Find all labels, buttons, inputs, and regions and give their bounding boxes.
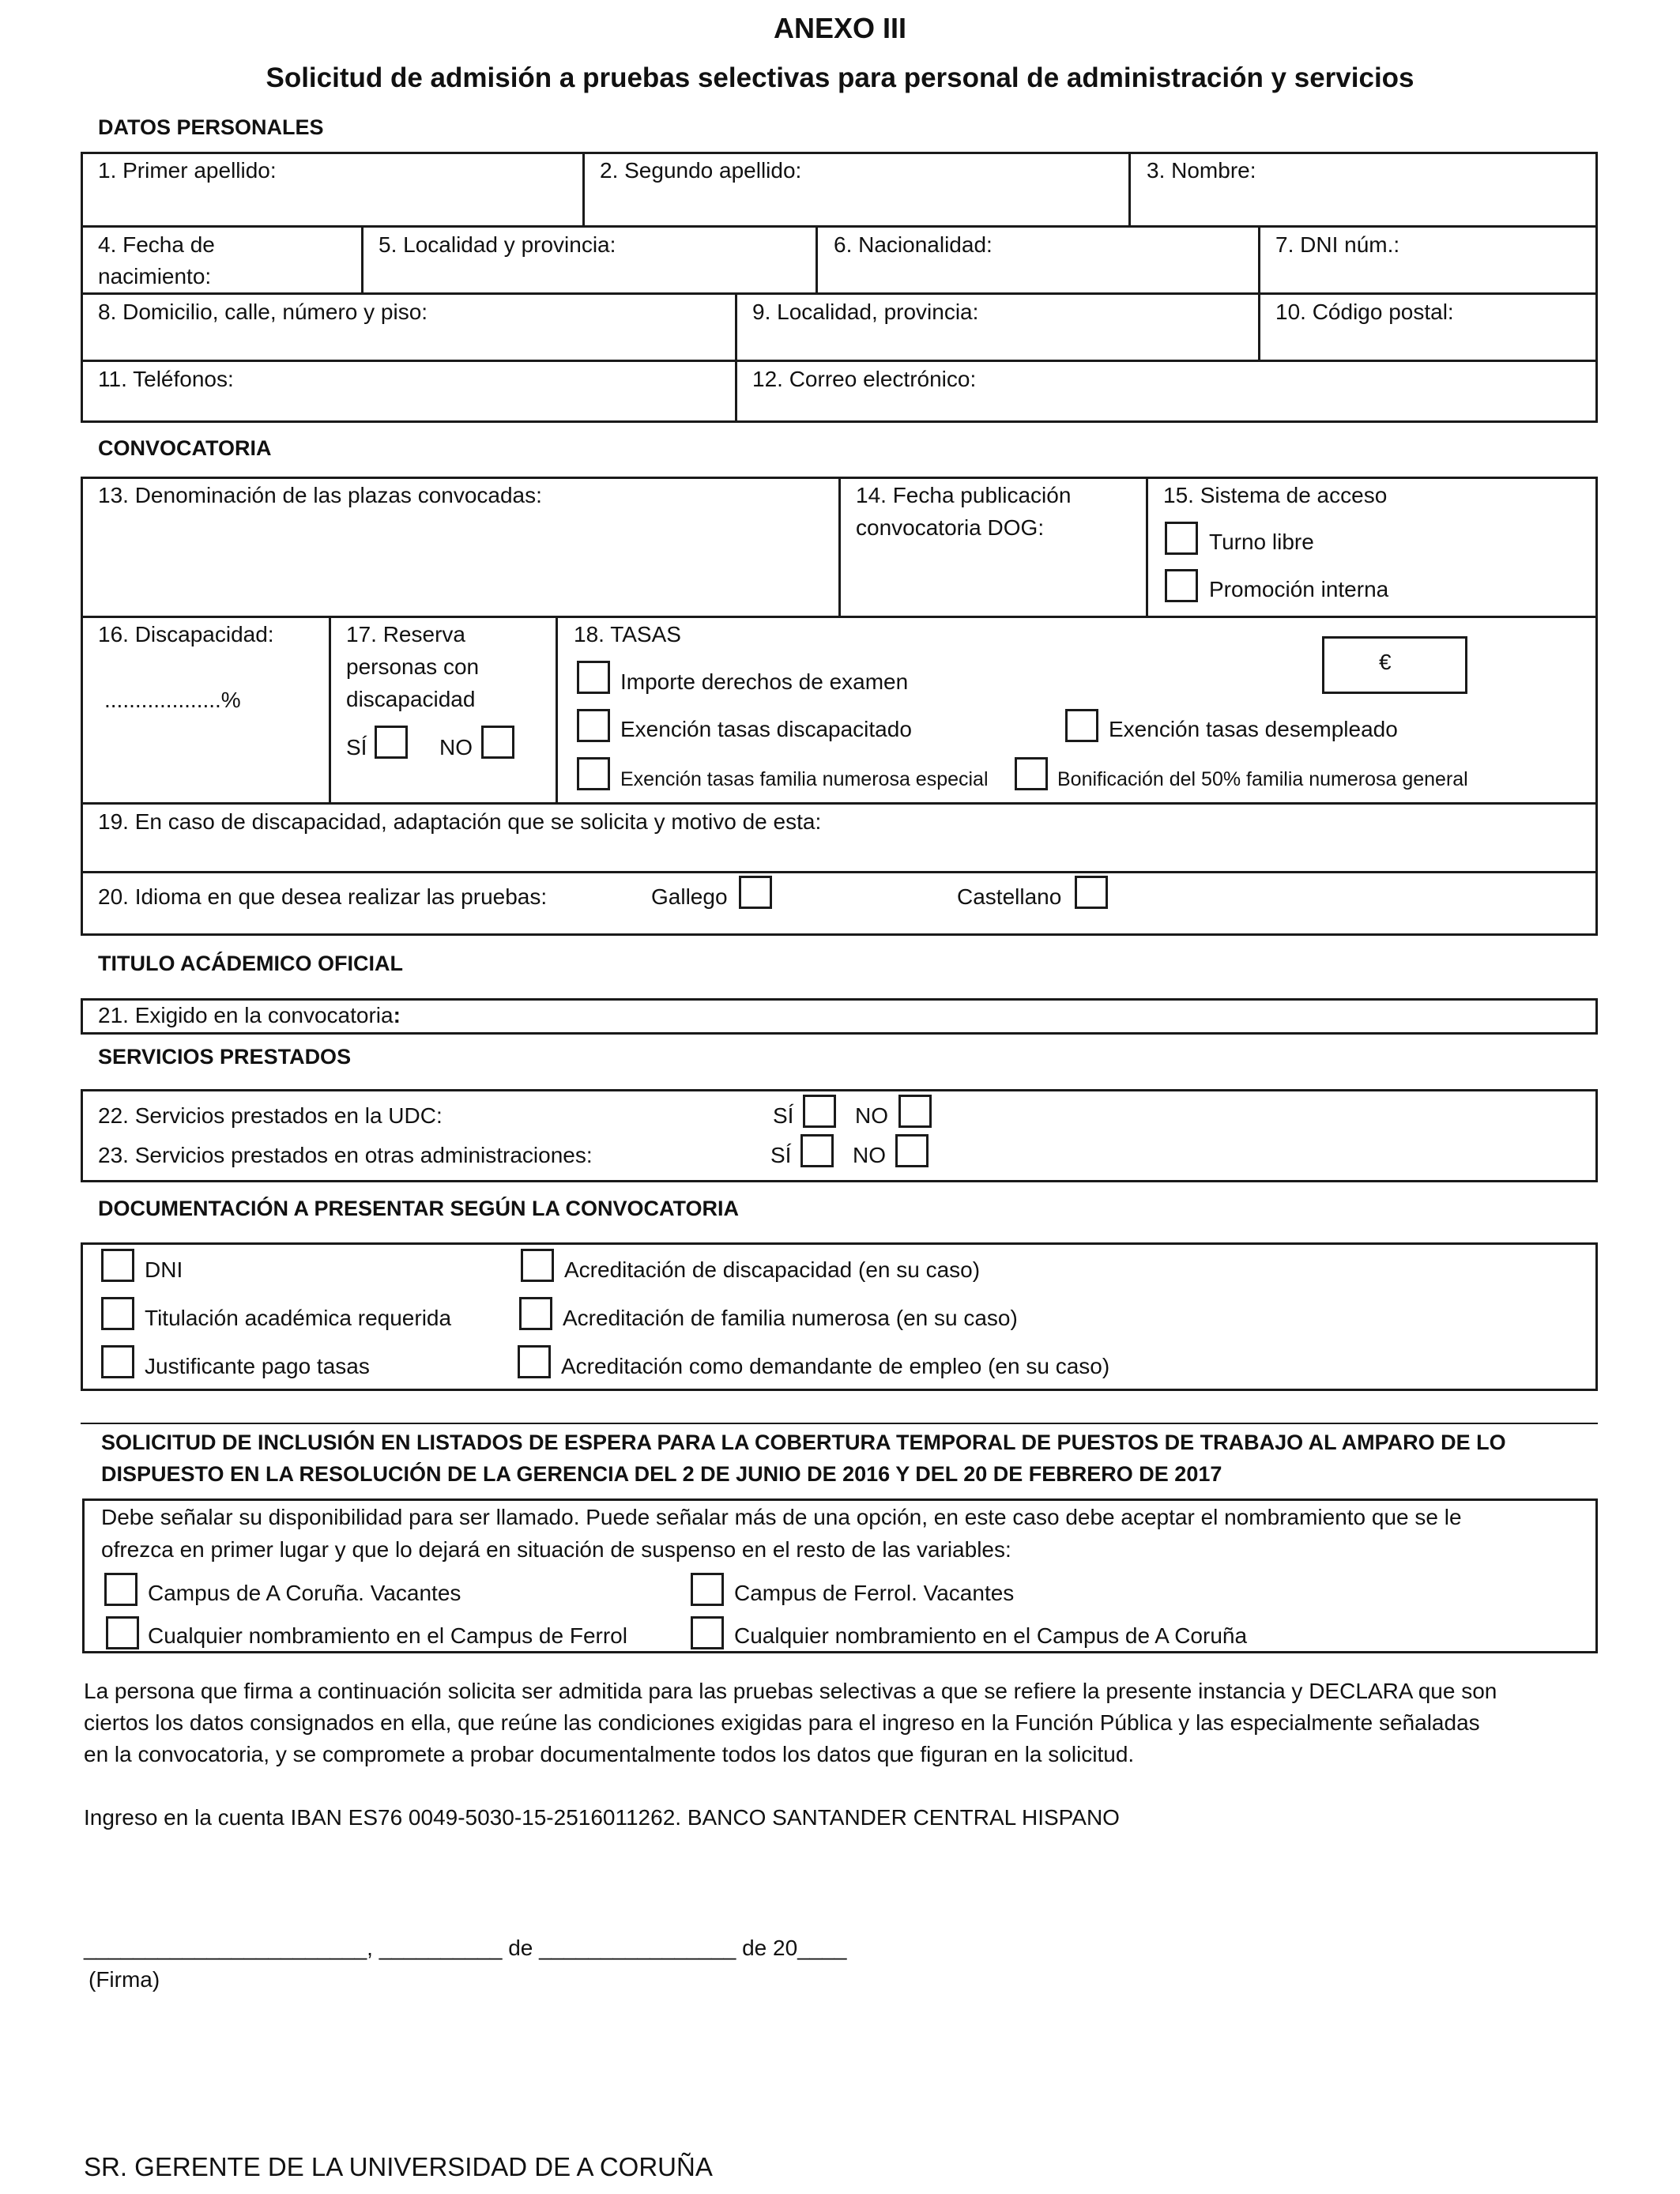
label-exencion-discapacitado: Exención tasas discapacitado <box>620 717 912 741</box>
field-titulo-exigido-colon: : <box>393 1003 401 1027</box>
checkbox-acred-familia[interactable] <box>519 1297 552 1330</box>
label-importe-derechos: Importe derechos de examen <box>620 669 909 694</box>
field-localidad-provincia[interactable]: 5. Localidad y provincia: <box>379 232 616 257</box>
field-titulo-exigido-label: 21. Exigido en la convocatoria <box>98 1003 394 1027</box>
field-nacionalidad[interactable]: 6. Nacionalidad: <box>834 232 993 257</box>
checkbox-udc-no[interactable] <box>898 1095 932 1128</box>
label-otras-si: SÍ <box>770 1143 792 1167</box>
espera-intro-2: ofrezca en primer lugar y que lo dejará en situación de suspenso en el resto de las variables: <box>101 1537 1011 1562</box>
field-reserva-3: discapacidad <box>346 687 476 711</box>
label-exencion-desempleado: Exención tasas desempleado <box>1109 717 1398 741</box>
label-doc-titulacion: Titulación académica requerida <box>145 1306 452 1330</box>
label-udc-no: NO <box>855 1103 888 1128</box>
field-domicilio[interactable]: 8. Domicilio, calle, número y piso: <box>98 300 428 324</box>
checkbox-cualquier-coruna[interactable] <box>691 1616 724 1649</box>
form-title: Solicitud de admisión a pruebas selectivas para personal de administración y servicios <box>266 62 1414 93</box>
field-tasas: 18. TASAS <box>574 622 681 647</box>
label-gallego: Gallego <box>651 884 728 909</box>
label-coruna-vacantes: Campus de A Coruña. Vacantes <box>148 1581 461 1605</box>
checkbox-titulacion[interactable] <box>101 1297 134 1330</box>
checkbox-otras-no[interactable] <box>895 1134 929 1167</box>
field-fecha-nacimiento-2: nacimiento: <box>98 264 212 288</box>
checkbox-castellano[interactable] <box>1075 876 1108 909</box>
field-primer-apellido[interactable]: 1. Primer apellido: <box>98 158 277 183</box>
field-localidad[interactable]: 9. Localidad, provincia: <box>752 300 979 324</box>
label-castellano: Castellano <box>957 884 1062 909</box>
checkbox-udc-si[interactable] <box>803 1095 836 1128</box>
field-nombre[interactable]: 3. Nombre: <box>1147 158 1256 183</box>
checkbox-cualquier-ferrol[interactable] <box>106 1616 139 1649</box>
section-datos-personales: DATOS PERSONALES <box>98 115 324 139</box>
checkbox-bonificacion-familia-general[interactable] <box>1015 757 1048 790</box>
section-titulo-academico: TITULO ACÁDEMICO OFICIAL <box>98 952 403 975</box>
label-exencion-familia-especial: Exención tasas familia numerosa especial <box>620 768 989 790</box>
section-solicitud-listados-2: DISPUESTO EN LA RESOLUCIÓN DE LA GERENCIA DEL 2 DE JUNIO DE 2016 Y DEL 20 DE FEBRERO DE 2017 <box>101 1462 1222 1486</box>
field-segundo-apellido[interactable]: 2. Segundo apellido: <box>600 158 802 183</box>
field-denominacion-plazas[interactable]: 13. Denominación de las plazas convocadas: <box>98 483 542 507</box>
field-servicios-otras: 23. Servicios prestados en otras administraciones: <box>98 1143 593 1167</box>
checkbox-turno-libre[interactable] <box>1165 522 1198 555</box>
checkbox-acred-empleo[interactable] <box>518 1345 551 1378</box>
field-dni[interactable]: 7. DNI núm.: <box>1275 232 1400 257</box>
firma-label: (Firma) <box>89 1967 160 1992</box>
checkbox-justificante[interactable] <box>101 1345 134 1378</box>
checkbox-promocion-interna[interactable] <box>1165 569 1198 602</box>
checkbox-ferrol-vacantes[interactable] <box>691 1573 724 1606</box>
label-doc-acred-familia: Acreditación de familia numerosa (en su caso) <box>563 1306 1018 1330</box>
espera-intro: Debe señalar su disponibilidad para ser llamado. Puede señalar más de una opción, en este caso debe aceptar el nombramiento que se le <box>101 1505 1462 1529</box>
checkbox-reserva-si[interactable] <box>375 726 408 759</box>
declaration-text-3: en la convocatoria, y se compromete a probar documentalmente todos los datos que figuran en la solicitud. <box>84 1742 1135 1766</box>
checkbox-acred-discapacidad[interactable] <box>521 1249 554 1282</box>
field-titulo-exigido[interactable] <box>98 1000 401 1032</box>
importe-euro-field[interactable] <box>1322 636 1467 694</box>
checkbox-exencion-desempleado[interactable] <box>1065 709 1098 742</box>
checkbox-otras-si[interactable] <box>800 1134 834 1167</box>
label-doc-dni: DNI <box>145 1257 183 1282</box>
euro-symbol: € <box>1379 650 1392 674</box>
field-reserva: 17. Reserva <box>346 622 465 647</box>
field-idioma: 20. Idioma en que desea realizar las pruebas: <box>98 884 548 909</box>
checkbox-exencion-discapacitado[interactable] <box>577 709 610 742</box>
recipient: SR. GERENTE DE LA UNIVERSIDAD DE A CORUÑA <box>84 2152 713 2181</box>
section-solicitud-listados: SOLICITUD DE INCLUSIÓN EN LISTADOS DE ESPERA PARA LA COBERTURA TEMPORAL DE PUESTOS DE TRABAJO AL AMPARO DE LO <box>101 1431 1506 1454</box>
label-doc-acred-empleo: Acreditación como demandante de empleo (en su caso) <box>561 1354 1110 1378</box>
field-codigo-postal[interactable]: 10. Código postal: <box>1275 300 1454 324</box>
checkbox-reserva-no[interactable] <box>481 726 514 759</box>
solicitud-separator <box>81 1423 1598 1424</box>
label-ferrol-vacantes: Campus de Ferrol. Vacantes <box>734 1581 1015 1605</box>
section-convocatoria: CONVOCATORIA <box>98 436 272 460</box>
label-reserva-si: SÍ <box>346 735 367 760</box>
date-place-line[interactable]: _______________________, __________ de ________________ de 20____ <box>84 1936 847 1960</box>
label-bonificacion-familia-general: Bonificación del 50% familia numerosa general <box>1057 768 1468 790</box>
field-correo[interactable]: 12. Correo electrónico: <box>752 367 977 391</box>
section-servicios-prestados: SERVICIOS PRESTADOS <box>98 1045 352 1069</box>
declaration-text-2: ciertos los datos consignados en ella, que reúne las condiciones exigidas para el ingreso en la Función Pública y las especialmente señaladas <box>84 1710 1480 1735</box>
anexo-title: ANEXO III <box>773 12 907 44</box>
checkbox-coruna-vacantes[interactable] <box>104 1573 137 1606</box>
label-doc-acred-discapacidad: Acreditación de discapacidad (en su caso) <box>564 1257 981 1282</box>
label-udc-si: SÍ <box>773 1103 794 1128</box>
label-cualquier-ferrol: Cualquier nombramiento en el Campus de Ferrol <box>148 1623 627 1648</box>
checkbox-gallego[interactable] <box>739 876 772 909</box>
label-promocion-interna: Promoción interna <box>1209 577 1389 601</box>
field-sistema-acceso: 15. Sistema de acceso <box>1163 483 1388 507</box>
field-telefonos[interactable]: 11. Teléfonos: <box>98 367 234 391</box>
field-adaptacion-discapacidad[interactable]: 19. En caso de discapacidad, adaptación que se solicita y motivo de esta: <box>98 809 822 834</box>
section-documentacion: DOCUMENTACIÓN A PRESENTAR SEGÚN LA CONVOCATORIA <box>98 1197 740 1220</box>
field-fecha-publicacion[interactable]: 14. Fecha publicación <box>856 483 1072 507</box>
label-otras-no: NO <box>853 1143 886 1167</box>
field-discapacidad[interactable]: 16. Discapacidad: <box>98 622 274 647</box>
declaration-text: La persona que firma a continuación solicita ser admitida para las pruebas selectivas a que se refiere la presente instancia y DECLARA que son <box>84 1679 1497 1703</box>
label-reserva-no: NO <box>439 735 473 760</box>
checkbox-importe-derechos[interactable] <box>577 661 610 694</box>
field-servicios-udc: 22. Servicios prestados en la UDC: <box>98 1103 443 1128</box>
field-reserva-2: personas con <box>346 654 480 679</box>
label-cualquier-coruna: Cualquier nombramiento en el Campus de A Coruña <box>734 1623 1248 1648</box>
checkbox-dni[interactable] <box>101 1249 134 1282</box>
field-fecha-publicacion-2: convocatoria DOG: <box>856 515 1045 540</box>
label-doc-justificante: Justificante pago tasas <box>145 1354 370 1378</box>
field-fecha-nacimiento[interactable]: 4. Fecha de <box>98 232 215 257</box>
label-turno-libre: Turno libre <box>1209 530 1314 554</box>
iban-text: Ingreso en la cuenta IBAN ES76 0049-5030-15-2516011262. BANCO SANTANDER CENTRAL HISPANO <box>84 1805 1120 1830</box>
field-discapacidad-percent[interactable]: ...................% <box>104 688 241 712</box>
checkbox-exencion-familia-especial[interactable] <box>577 757 610 790</box>
